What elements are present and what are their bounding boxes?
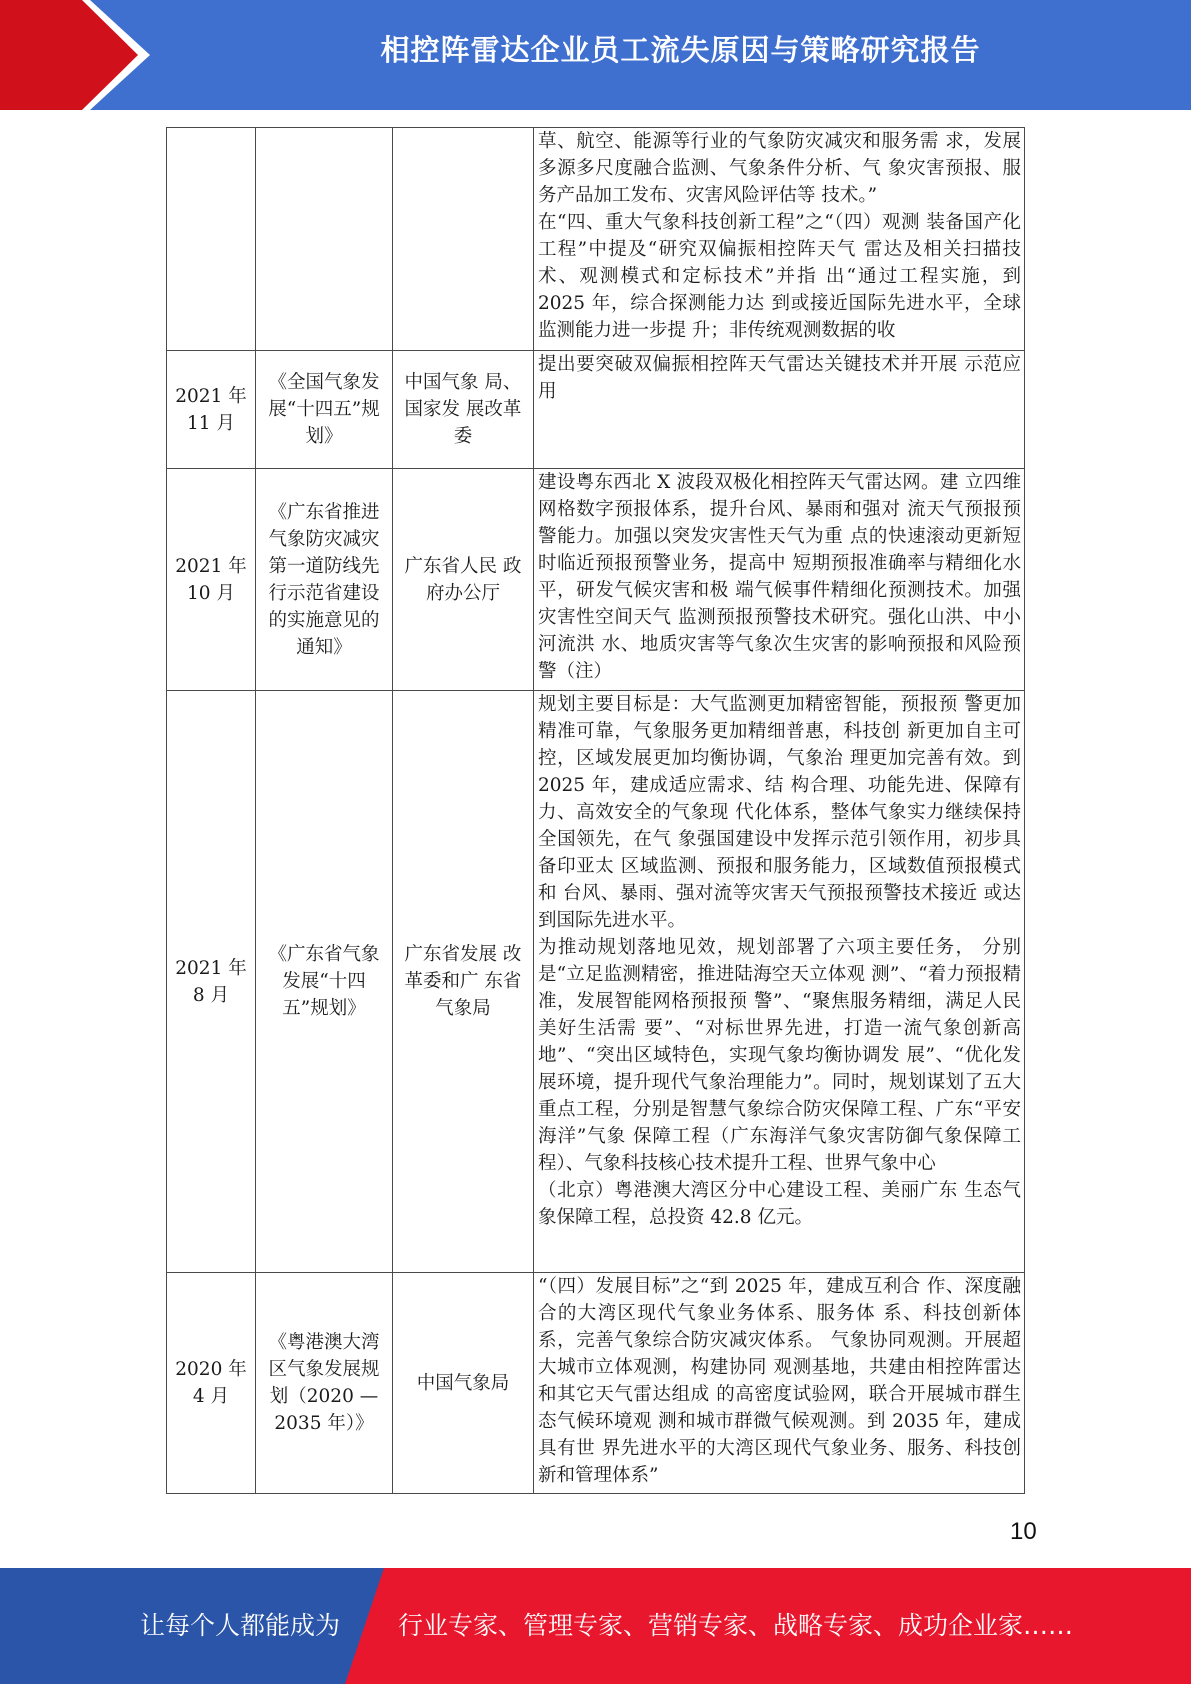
content-paragraph: 在“四、重大气象科技创新工程”之“（四）观测 装备国产化工程”中提及“研究双偏振相控阵天气 雷达及相关扫描技术、观测模式和定标技术”并指 出“通过工程实施，到 2025 年，综合探测能力达 到或接近国际先进水平，全球监测能力进一步提 升；非传统观测数据的收 <box>538 212 1021 341</box>
cell-organization <box>393 128 534 351</box>
cell-document: 《广东省推进气象防灾减灾第一道防线先行示范省建设的实施意见的通知》 <box>256 469 393 691</box>
cell-date: 2020 年 4 月 <box>167 1273 256 1494</box>
content-paragraph: 草、航空、能源等行业的气象防灾减灾和服务需 求，发展多源多尺度融合监测、气象条件分析、气 象灾害预报、服务产品加工发布、灾害风险评估等 技术。” <box>538 131 1021 206</box>
content-paragraph: 规划主要目标是：大气监测更加精密智能，预报预 警更加精准可靠，气象服务更加精细普惠，科技创 新更加自主可控，区域发展更加均衡协调，气象治 理更加完善有效。到 2025 年，建成适应需求、结 构合理、功能先进、保障有力、高效安全的气象现 代化体系，整体气象实力继续保持全国领先，在气 象强国建设中发挥示范引领作用，初步具备印亚太 区域监测、预报和服务能力，区域数值预报模式和 台风、暴雨、强对流等灾害天气预报预警技术接近 或达到国际先进水平。 <box>538 694 1021 931</box>
cell-organization: 中国气象 局、国家发 展改革委 <box>393 351 534 469</box>
content-paragraph: 为推动规划落地见效，规划部署了六项主要任务， 分别是“立足监测精密，推进陆海空天立体观 测”、“着力预报精准，发展智能网格预报预 警”、“聚焦服务精细，满足人民美好生活需 要”、“对标世界先进，打造一流气象创新高 地”、“突出区域特色，实现气象均衡协调发 展”、“优化发展环境，提升现代气象治理能力”。同时，规划谋划了五大重点工程，分别是智慧气象综合防灾保障工程、广东“平安海洋”气象 保障工程（广东海洋气象灾害防御气象保障工 程）、气象科技核心技术提升工程、世界气象中心 <box>538 937 1021 1174</box>
page-header <box>0 0 1191 110</box>
content-paragraph: 建设粤东西北 X 波段双极化相控阵天气雷达网。建 立四维网格数字预报体系，提升台风、暴雨和强对 流天气预报预警能力。加强以突发灾害性天气为重 点的快速滚动更新短时临近预报预警业务，提高中 短期预报准确率与精细化水平，研发气候灾害和极 端气候事件精细化预测技术。加强灾害性空间天气 监测预报预警技术研究。强化山洪、中小河流洪 水、地质灾害等气象次生灾害的影响预报和风险预 警（注） <box>538 472 1021 682</box>
page-footer <box>0 1568 1191 1684</box>
footer-slogan-right: 行业专家、管理专家、营销专家、战略专家、成功企业家…… <box>398 1611 1074 1640</box>
table-row <box>167 128 1025 351</box>
cell-content <box>534 1273 1025 1494</box>
cell-document: 《粤港澳大湾区气象发展规划（2020 — 2035 年）》 <box>256 1273 393 1494</box>
table-row <box>167 351 1025 469</box>
cell-content <box>534 469 1025 691</box>
cell-date: 2021 年 8 月 <box>167 691 256 1273</box>
cell-date: 2021 年 10 月 <box>167 469 256 691</box>
policy-table <box>166 127 1025 1494</box>
table-row <box>167 469 1025 691</box>
cell-content <box>534 351 1025 469</box>
cell-organization: 广东省人民 政府办公厅 <box>393 469 534 691</box>
content-paragraph: “（四）发展目标”之“到 2025 年，建成互利合 作、深度融合的大湾区现代气象业务体系、服务体 系、科技创新体系，完善气象综合防灾减灾体系。 气象协同观测。开展超大城市立体观测，构建协同 观测基地，共建由相控阵雷达和其它天气雷达组成 的高密度试验网，联合开展城市群生态气候环境观 测和城市群微气候观测。到 2035 年，建成具有世 界先进水平的大湾区现代气象业务、服务、科技创 新和管理体系” <box>538 1276 1021 1486</box>
cell-document: 《广东省气象发展“十四五”规划》 <box>256 691 393 1273</box>
cell-organization: 中国气象局 <box>393 1273 534 1494</box>
cell-content <box>534 691 1025 1273</box>
cell-date <box>167 128 256 351</box>
table-row <box>167 1273 1025 1494</box>
content-paragraph: 提出要突破双偏振相控阵天气雷达关键技术并开展 示范应用 <box>538 354 1021 402</box>
cell-document <box>256 128 393 351</box>
header-arrow-decoration <box>0 0 160 110</box>
content-paragraph: （北京）粤港澳大湾区分中心建设工程、美丽广东 生态气象保障工程，总投资 42.8 亿元。 <box>538 1180 1021 1228</box>
page-number: 10 <box>1010 1518 1037 1545</box>
cell-organization: 广东省发展 改革委和广 东省气象局 <box>393 691 534 1273</box>
cell-content <box>534 128 1025 351</box>
cell-document: 《全国气象发展“十四五”规划》 <box>256 351 393 469</box>
table-row <box>167 691 1025 1273</box>
footer-slogan-left: 让每个人都能成为 <box>140 1611 341 1640</box>
cell-date: 2021 年 11 月 <box>167 351 256 469</box>
report-title: 相控阵雷达企业员工流失原因与策略研究报告 <box>380 33 981 67</box>
